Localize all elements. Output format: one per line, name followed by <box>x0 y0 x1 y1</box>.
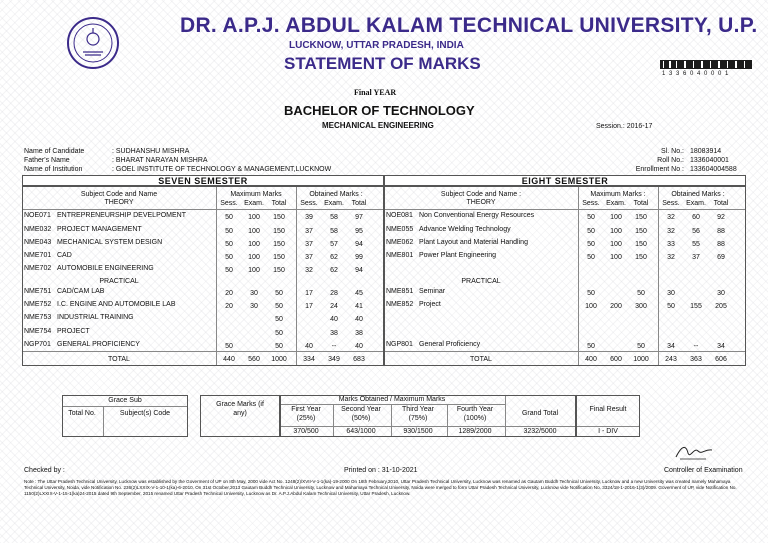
mark-cell: 30 <box>717 290 725 297</box>
branch-title: MECHANICAL ENGINEERING <box>322 121 434 130</box>
final-result-value: I - DIV <box>598 428 618 435</box>
mark-cell: 32 <box>667 254 675 261</box>
mark-cell: 100 <box>248 241 260 248</box>
subject-name: AUTOMOBILE ENGINEERING <box>57 265 154 272</box>
mark-cell: 95 <box>355 228 363 235</box>
year-marks: 370/500 <box>293 428 319 435</box>
mark-cell: 50 <box>225 214 233 221</box>
mark-cell: 50 <box>275 303 283 310</box>
col-header-total: Total <box>351 200 367 207</box>
subject-name: PROJECT <box>57 328 90 335</box>
subject-code: NOE071 <box>24 212 51 219</box>
mark-cell: 50 <box>587 228 595 235</box>
col-header-exam: Exam. <box>686 200 706 207</box>
year-label: First Year <box>291 406 321 413</box>
col-header-sess: Sess. <box>300 200 318 207</box>
mark-cell: 50 <box>587 343 595 350</box>
subject-name: Advance Welding Technology <box>419 226 511 233</box>
year-marks: 930/1500 <box>403 428 433 435</box>
mark-cell: 40 <box>305 343 313 350</box>
sem7-title: SEVEN SEMESTER <box>22 175 384 186</box>
sem7-total-cell: 334 <box>303 356 315 363</box>
mark-cell: 17 <box>305 290 313 297</box>
mark-cell: 150 <box>273 228 285 235</box>
subject-code: NOE081 <box>386 212 413 219</box>
controller-label: Controller of Examination <box>664 467 743 474</box>
mark-cell: 57 <box>330 241 338 248</box>
subject-code: NME752 <box>24 301 52 308</box>
candidate-name: : SUDHANSHU MISHRA <box>112 148 190 155</box>
col-header-total: Total <box>633 200 649 207</box>
mark-cell: 55 <box>692 241 700 248</box>
mark-cell: 38 <box>330 330 338 337</box>
sem8-total-cell: 606 <box>715 356 727 363</box>
col-header-exam: Exam. <box>324 200 344 207</box>
mark-cell: 50 <box>225 228 233 235</box>
subject-name: MECHANICAL SYSTEM DESIGN <box>57 239 163 246</box>
mark-cell: 20 <box>225 290 233 297</box>
mark-cell: 100 <box>610 254 622 261</box>
subject-code: NME701 <box>24 252 52 259</box>
col-header-exam: Exam. <box>606 200 626 207</box>
mark-cell: 150 <box>273 241 285 248</box>
mark-cell: 32 <box>667 228 675 235</box>
grace-marks-label: Grace Marks (if any) <box>216 401 264 417</box>
mark-cell: 62 <box>330 267 338 274</box>
sem8-practical-label: PRACTICAL <box>461 278 501 285</box>
footer-note: Note : The Uttar Pradesh Technical University, Lucknow was established by the Goverment of UP on 8th May, 2000 vide Act No. 1248(2)/XVII-V-1-1(ka)-19-2000 On 16th February,2010, Uttar Pradesh Technical University, Lucknow was renamed as Gautam Buddh Technical University, Lucknow and a new University was created namely Mahamaya Technical University, Noida, vide Notification No. 236(2)LXXIX-V-1-10-1(ka)-6-2010. On 31st October,2013 Gautam Buddh Technical University, Lucknow and Mahamaya Technical University, Noida were merged to form Uttar Pradesh Technical University, Lucknow vide Notification No. 3324/18-1-2016-1(3)/2009. Goverment of UP, vide Notification No. 1150(2)LXXIX-V-1-15-1(ka)24-2015 dated 9th September, 2015 renamed Uttar Pradesh Technical University, Lucknow as Dr. A.P.J.Abdul Kalam Technical University, Uttar Pradesh, Lucknow. <box>24 479 737 496</box>
total-no-label: Total No. <box>68 410 96 417</box>
subject-code: NME852 <box>386 301 414 308</box>
mark-cell: 100 <box>610 214 622 221</box>
grand-total-value: 3232/5000 <box>523 428 557 435</box>
mark-cell: 50 <box>225 267 233 274</box>
sem8-total-cell: 1000 <box>633 356 649 363</box>
label-name: Name of Candidate <box>24 148 85 155</box>
sem8-obt-header: Obtained Marks : <box>671 191 725 198</box>
sem8-theory-header: THEORY <box>466 199 496 206</box>
mark-cell: 150 <box>635 228 647 235</box>
mark-cell: 62 <box>330 254 338 261</box>
mark-cell: 17 <box>305 303 313 310</box>
university-name: DR. A.P.J. ABDUL KALAM TECHNICAL UNIVERSITY, U.P. <box>180 14 758 37</box>
mark-cell: 94 <box>355 241 363 248</box>
university-location: LUCKNOW, UTTAR PRADESH, INDIA <box>289 40 464 51</box>
year-label: Third Year <box>402 406 434 413</box>
label-roll: Roll No.: <box>657 157 684 164</box>
controller-signature <box>674 441 714 463</box>
mark-cell: 50 <box>587 290 595 297</box>
mark-cell: 45 <box>355 290 363 297</box>
mark-cell: 50 <box>637 290 645 297</box>
mark-cell: 99 <box>355 254 363 261</box>
year-label: Final YEAR <box>354 88 397 97</box>
mark-cell: 50 <box>587 254 595 261</box>
mark-cell: 150 <box>635 214 647 221</box>
mark-cell: 50 <box>587 214 595 221</box>
year-marks: 1289/2000 <box>458 428 492 435</box>
subject-name: Plant Layout and Material Handling <box>419 239 528 246</box>
year-percent: (100%) <box>463 415 487 422</box>
roll-value: 1336040001 <box>690 157 729 164</box>
mark-cell: 150 <box>273 254 285 261</box>
mark-cell: 88 <box>717 241 725 248</box>
sem7-subject-header: Subject Code and Name <box>80 191 158 198</box>
mark-cell: 30 <box>250 290 258 297</box>
sem7-practical-label: PRACTICAL <box>99 278 139 285</box>
sem8-total-cell: 243 <box>665 356 677 363</box>
mark-cell: 94 <box>355 267 363 274</box>
mark-cell: 28 <box>330 290 338 297</box>
mark-cell: 37 <box>305 254 313 261</box>
mark-cell: 24 <box>330 303 338 310</box>
subject-name: Non Conventional Energy Resources <box>419 212 535 219</box>
subject-code: NME702 <box>24 265 52 272</box>
sem7-total-cell: 1000 <box>271 356 287 363</box>
label-institution: Name of Institution <box>24 166 83 173</box>
mark-cell: 50 <box>275 290 283 297</box>
mark-cell: 50 <box>225 241 233 248</box>
sem7-total-cell: 683 <box>353 356 365 363</box>
mark-cell: 150 <box>635 254 647 261</box>
year-percent: (25%) <box>296 415 316 422</box>
mark-cell: 300 <box>635 303 647 310</box>
sem8-total-cell: 363 <box>690 356 702 363</box>
mark-cell: 100 <box>610 228 622 235</box>
mark-cell: 33 <box>667 241 675 248</box>
subject-name: Project <box>419 301 441 308</box>
year-percent: (75%) <box>408 415 428 422</box>
subject-code-label: Subject(s) Code <box>119 410 171 417</box>
final-result-label: Final Result <box>589 406 627 413</box>
mark-cell: 50 <box>587 241 595 248</box>
sem7-theory-header: THEORY <box>104 199 134 206</box>
subject-code: NME055 <box>386 226 414 233</box>
subject-code: NME753 <box>24 314 52 321</box>
mark-cell: 150 <box>273 214 285 221</box>
mark-cell: 32 <box>305 267 313 274</box>
mark-cell: 150 <box>273 267 285 274</box>
subject-code: NME062 <box>386 239 414 246</box>
mark-cell: 60 <box>692 214 700 221</box>
mark-cell: 37 <box>305 241 313 248</box>
mark-cell: 37 <box>305 228 313 235</box>
mark-cell: 30 <box>250 303 258 310</box>
subject-name: INDUSTRIAL TRAINING <box>57 314 134 321</box>
subject-code: NME801 <box>386 252 414 259</box>
subject-code: NGP701 <box>24 341 51 348</box>
year-percent: (50%) <box>351 415 371 422</box>
year-label: Second Year <box>341 406 381 413</box>
mark-cell: 50 <box>637 343 645 350</box>
university-logo <box>66 16 120 70</box>
mark-cell: 100 <box>248 228 260 235</box>
mark-cell: 58 <box>330 214 338 221</box>
sem7-total-label: TOTAL <box>108 356 130 363</box>
mark-cell: 88 <box>717 228 725 235</box>
mark-cell: 155 <box>690 303 702 310</box>
document-title: STATEMENT OF MARKS <box>284 54 481 73</box>
subject-name: PROJECT MANAGEMENT <box>57 226 142 233</box>
mark-cell: 37 <box>692 254 700 261</box>
mark-cell: 39 <box>305 214 313 221</box>
slno-value: 18083914 <box>690 148 722 155</box>
sem7-max-header: Maximum Marks <box>230 191 282 198</box>
subject-code: NME851 <box>386 288 414 295</box>
sem8-subject-header: Subject Code and Name : <box>440 191 522 198</box>
sem8-total-label: TOTAL <box>470 356 492 363</box>
checked-by: Checked by : <box>24 467 65 474</box>
course-title: BACHELOR OF TECHNOLOGY <box>284 103 475 118</box>
mark-cell: 100 <box>248 254 260 261</box>
sem7-total-cell: 349 <box>328 356 340 363</box>
mark-cell: 100 <box>248 214 260 221</box>
mark-cell: 20 <box>225 303 233 310</box>
mark-cell: 50 <box>225 343 233 350</box>
marks-obtained-label: Marks Obtained / Maximum Marks <box>338 396 446 403</box>
mark-cell: 40 <box>355 343 363 350</box>
printed-on: Printed on : 31-10-2021 <box>344 467 418 474</box>
grand-total-label: Grand Total <box>521 410 559 417</box>
col-header-total: Total <box>271 200 287 207</box>
mark-cell: 100 <box>610 241 622 248</box>
subject-code: NME754 <box>24 328 52 335</box>
mark-cell: 69 <box>717 254 725 261</box>
subject-code: NME751 <box>24 288 52 295</box>
mark-cell: 97 <box>355 214 363 221</box>
year-label: Fourth Year <box>456 406 494 413</box>
mark-cell: 100 <box>248 267 260 274</box>
mark-cell: 38 <box>355 330 363 337</box>
sem7-total-cell: 440 <box>223 356 235 363</box>
subject-code: NGP801 <box>386 341 413 348</box>
sem8-total-cell: 600 <box>610 356 622 363</box>
mark-cell: 40 <box>330 316 338 323</box>
mark-cell: 34 <box>717 343 725 350</box>
mark-cell: 32 <box>667 214 675 221</box>
session: Session.: 2016-17 <box>596 123 653 130</box>
mark-cell: 30 <box>667 290 675 297</box>
serial-number: 1 3 3 6 0 4 0 0 0 1 <box>662 71 730 77</box>
mark-cell: 50 <box>275 330 283 337</box>
subject-name: CAD <box>57 252 72 259</box>
sem8-title: EIGHT SEMESTER <box>384 175 746 186</box>
mark-cell: -- <box>331 343 337 350</box>
year-marks: 643/1000 <box>346 428 376 435</box>
col-header-total: Total <box>713 200 729 207</box>
subject-code: NME032 <box>24 226 52 233</box>
subject-name: General Proficiency <box>419 341 481 348</box>
label-slno: Sl. No.: <box>661 148 684 155</box>
label-father: Father's Name <box>24 157 70 164</box>
sem7-obt-header: Obtained Marks : <box>309 191 363 198</box>
mark-cell: 150 <box>635 241 647 248</box>
sem8-total-cell: 400 <box>585 356 597 363</box>
mark-cell: 34 <box>667 343 675 350</box>
label-enroll: Enrollment No : <box>635 166 684 173</box>
subject-code: NME043 <box>24 239 52 246</box>
subject-name: CAD/CAM LAB <box>57 288 105 295</box>
subject-name: Power Plant Engineering <box>419 252 497 259</box>
sem8-max-header: Maximum Marks : <box>590 191 646 198</box>
col-header-exam: Exam. <box>244 200 264 207</box>
mark-cell: 50 <box>667 303 675 310</box>
subject-name: Seminar <box>419 288 446 295</box>
subject-name: ENTREPRENEURSHIP DEVELPOMENT <box>57 212 187 219</box>
mark-cell: 205 <box>715 303 727 310</box>
mark-cell: 200 <box>610 303 622 310</box>
mark-cell: 50 <box>275 343 283 350</box>
mark-cell: -- <box>693 343 699 350</box>
grace-sub-label: Grace Sub <box>108 397 142 404</box>
sem7-total-cell: 560 <box>248 356 260 363</box>
col-header-sess: Sess. <box>582 200 600 207</box>
mark-cell: 50 <box>225 254 233 261</box>
enroll-value: 133604004588 <box>690 166 737 173</box>
mark-cell: 100 <box>585 303 597 310</box>
mark-cell: 58 <box>330 228 338 235</box>
subject-name: I.C. ENGINE AND AUTOMOBILE LAB <box>57 301 176 308</box>
father-name: : BHARAT NARAYAN MISHRA <box>112 157 208 164</box>
col-header-sess: Sess. <box>662 200 680 207</box>
mark-cell: 50 <box>275 316 283 323</box>
institution-name: : GOEL INSTITUTE OF TECHNOLOGY & MANAGEMENT,LUCKNOW <box>112 166 332 173</box>
subject-name: GENERAL PROFICIENCY <box>57 341 140 348</box>
mark-cell: 92 <box>717 214 725 221</box>
mark-cell: 40 <box>355 316 363 323</box>
col-header-sess: Sess. <box>220 200 238 207</box>
mark-cell: 41 <box>355 303 363 310</box>
mark-cell: 56 <box>692 228 700 235</box>
